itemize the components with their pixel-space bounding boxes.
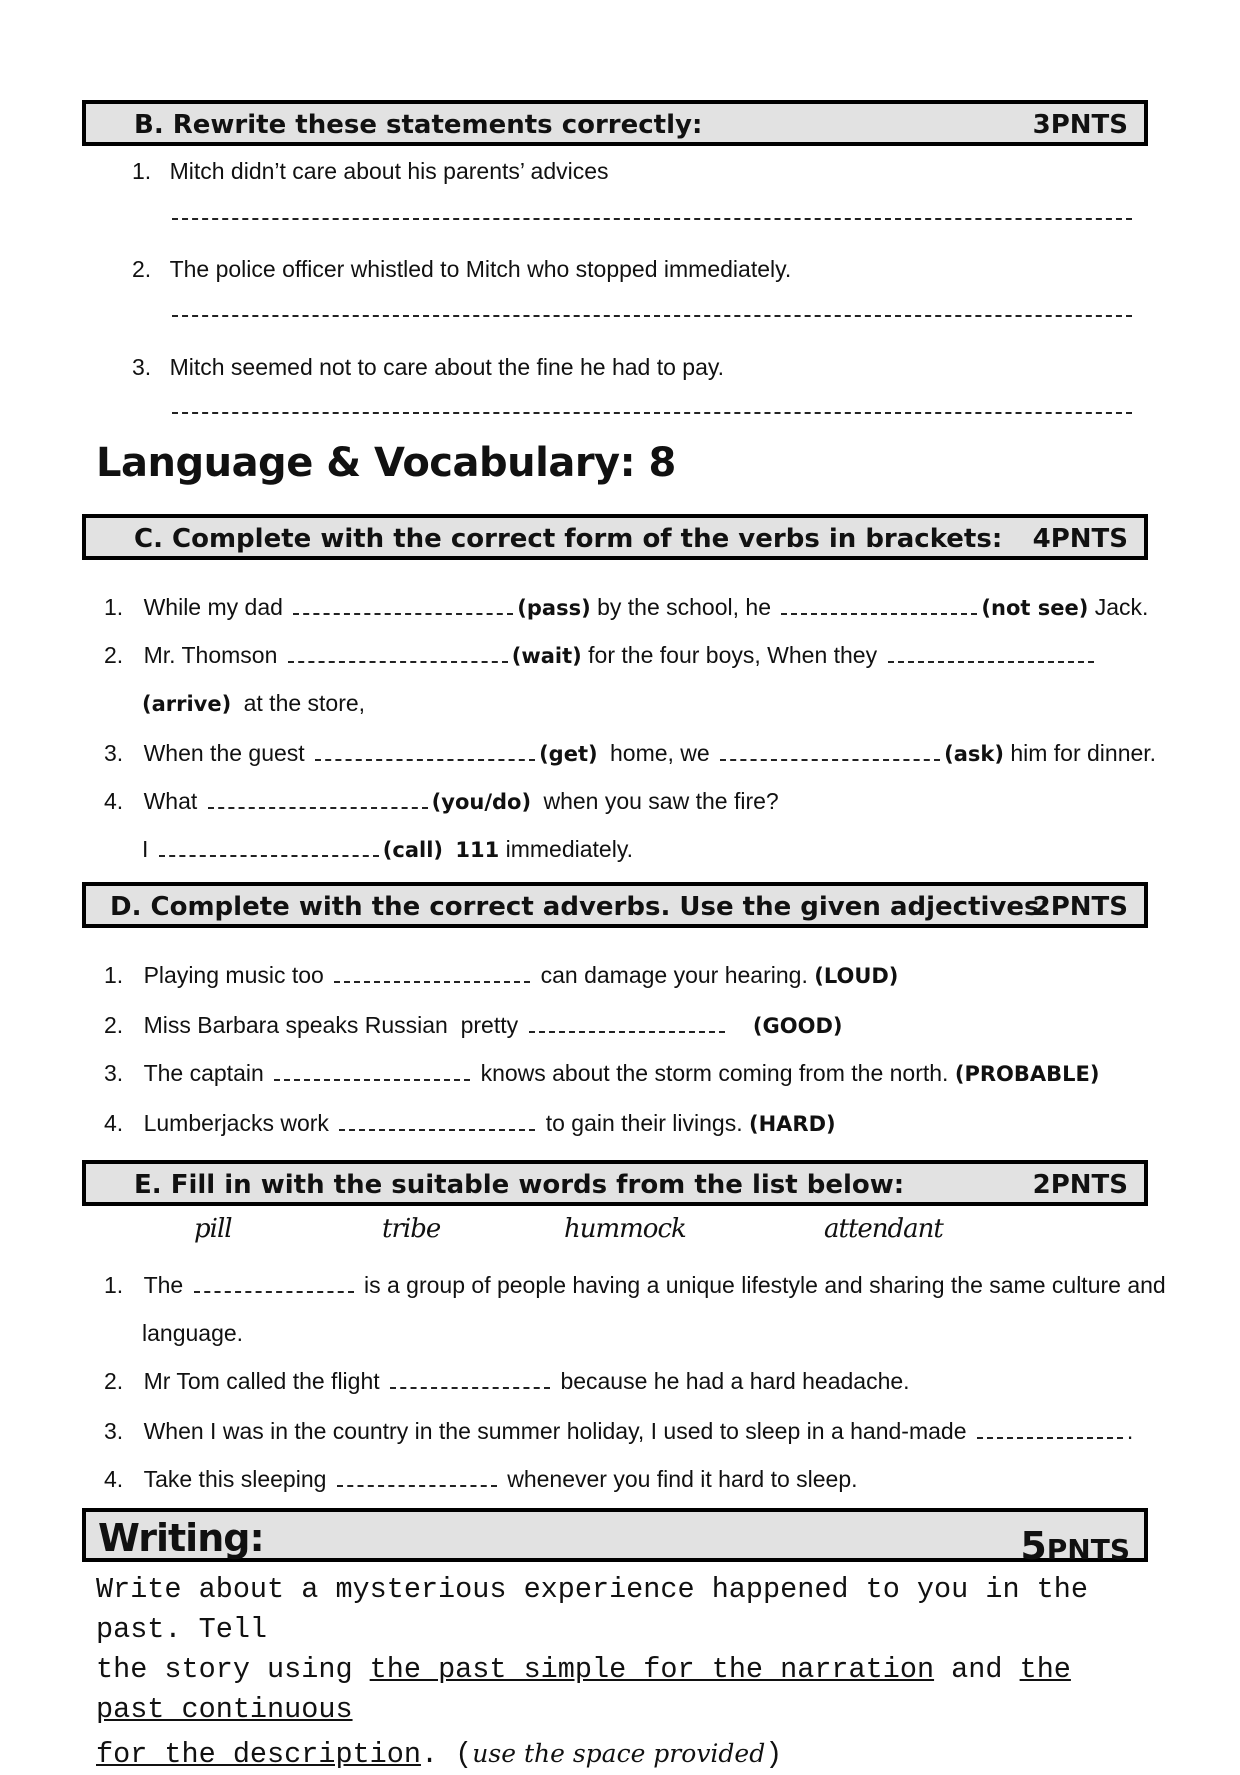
e-item-1-continued [142, 1318, 243, 1348]
e-blank-1[interactable] [194, 1277, 354, 1293]
c-item-1-text: While my dad [143, 594, 283, 620]
b-item-2-text: The police officer whistled to Mitch who stopped immediately. [169, 256, 792, 282]
word-attendant: attendant [824, 1214, 943, 1244]
c-verb-not-see: (not see) [981, 596, 1089, 620]
e-item-4-num: 4. [104, 1466, 124, 1492]
d-adj-hard: (HARD) [748, 1112, 836, 1136]
e-item-2-text: Mr Tom called the flight [143, 1368, 380, 1394]
writing-points [1020, 1524, 1130, 1568]
section-e-title: E. Fill in with the suitable words from the list below: [134, 1170, 905, 1200]
d-item-3-num: 3. [104, 1060, 124, 1086]
e-item-1-text: The [143, 1272, 184, 1298]
d-blank-4[interactable] [339, 1115, 535, 1131]
c-blank-3[interactable] [288, 647, 508, 663]
d-item-4-text: Lumberjacks work [143, 1110, 329, 1136]
d-item-3-text: The captain [143, 1060, 264, 1086]
e-item-3 [104, 1416, 1133, 1446]
section-e-header [82, 1160, 1148, 1206]
section-c-header [82, 514, 1148, 560]
c-blank-5[interactable] [315, 745, 535, 761]
e-item-1 [104, 1270, 1166, 1300]
section-d-header [82, 882, 1148, 928]
c-item-4b-text: I [142, 836, 149, 862]
d-adj-good: (GOOD) [752, 1014, 843, 1038]
word-hummock: hummock [564, 1214, 686, 1244]
language-vocabulary-title: Language & Vocabulary: 8 [96, 440, 676, 486]
c-item-3 [104, 738, 1156, 769]
b-answer-line-3[interactable] [172, 412, 1132, 414]
c-verb-arrive: (arrive) [142, 692, 232, 716]
writing-prompt-text-d: ) [765, 1738, 783, 1771]
e-item-3-end: . [1126, 1418, 1134, 1444]
c-item-2-mid: for the four boys, When they [588, 642, 878, 668]
c-verb-you-do: (you/do) [431, 790, 532, 814]
e-blank-4[interactable] [337, 1471, 497, 1487]
c-item-4 [104, 786, 779, 817]
e-item-3-num: 3. [104, 1418, 124, 1444]
c-item-2 [104, 640, 1098, 671]
writing-prompt-line-3 [96, 1734, 1146, 1775]
b-item-3-num: 3. [132, 354, 152, 380]
c-item-3-text: When the guest [143, 740, 305, 766]
e-item-4-mid: whenever you find it hard to sleep. [507, 1466, 858, 1492]
c-number-111: 111 [455, 838, 500, 862]
e-item-2 [104, 1366, 910, 1396]
section-b-title: B. Rewrite these statements correctly: [134, 110, 703, 140]
e-item-4-text: Take this sleeping [143, 1466, 327, 1492]
b-item-1-num: 1. [132, 158, 152, 184]
e-item-1-num: 1. [104, 1272, 124, 1298]
d-item-2 [104, 1010, 842, 1041]
c-blank-7[interactable] [208, 793, 428, 809]
writing-prompt-text-a: the story using [96, 1653, 353, 1686]
d-item-4 [104, 1108, 836, 1139]
c-item-1-end: Jack. [1094, 594, 1149, 620]
e-item-2-mid: because he had a hard headache. [560, 1368, 910, 1394]
writing-underlined-narration: the past simple for the narration [369, 1653, 935, 1686]
writing-header [82, 1508, 1148, 1568]
writing-prompt-italic: use the space provided [472, 1739, 766, 1768]
d-item-4-mid: to gain their livings. [545, 1110, 743, 1136]
e-blank-2[interactable] [390, 1373, 550, 1389]
word-tribe: tribe [382, 1214, 441, 1244]
d-item-1 [104, 960, 898, 991]
d-item-3 [104, 1058, 1099, 1089]
c-item-1-num: 1. [104, 594, 124, 620]
writing-prompt [96, 1570, 1146, 1775]
b-item-1-text: Mitch didn’t care about his parents’ advices [169, 158, 609, 184]
writing-prompt-text-c: . ( [420, 1738, 473, 1771]
c-verb-call: (call) [382, 838, 443, 862]
writing-underlined-continuous: the past continuous [96, 1653, 1071, 1726]
c-verb-get: (get) [539, 742, 598, 766]
b-item-3-text: Mitch seemed not to care about the fine he had to pay. [169, 354, 725, 380]
section-b-points: 3PNTS [1032, 110, 1128, 140]
d-blank-2[interactable] [529, 1017, 725, 1033]
b-item-2 [132, 254, 791, 284]
d-adj-loud: (LOUD) [814, 964, 899, 988]
c-item-2-num: 2. [104, 642, 124, 668]
c-item-2-text: Mr. Thomson [143, 642, 278, 668]
writing-points-number: 5 [1020, 1524, 1047, 1568]
c-blank-4[interactable] [888, 647, 1094, 663]
c-item-1 [104, 592, 1148, 623]
c-item-2-continued [142, 688, 365, 719]
c-blank-1[interactable] [293, 599, 513, 615]
b-item-1 [132, 156, 609, 186]
writing-prompt-text-b: and [951, 1653, 1003, 1686]
c-item-4-end: when you saw the fire? [543, 788, 779, 814]
c-blank-2[interactable] [781, 599, 977, 615]
d-item-1-num: 1. [104, 962, 124, 988]
d-item-1-text: Playing music too [143, 962, 324, 988]
writing-prompt-line-1: Write about a mysterious experience happened to you in the past. Tell [96, 1573, 1088, 1646]
writing-underlined-description: for the description [96, 1738, 421, 1771]
c-item-4b-end: immediately. [505, 836, 634, 862]
section-e-points: 2PNTS [1032, 1170, 1128, 1200]
c-item-1-mid: by the school, he [597, 594, 771, 620]
c-verb-wait: (wait) [511, 644, 582, 668]
e-blank-3[interactable] [977, 1423, 1123, 1439]
c-item-4-continued [142, 834, 633, 865]
c-blank-8[interactable] [159, 841, 379, 857]
c-item-3-mid: home, we [609, 740, 710, 766]
e-item-2-num: 2. [104, 1368, 124, 1394]
section-d-points: 2PNTS [1032, 892, 1128, 922]
d-item-1-mid: can damage your hearing. [540, 962, 808, 988]
b-answer-line-2[interactable] [172, 315, 1132, 317]
section-d-title: D. Complete with the correct adverbs. Use the given adjectives: [110, 892, 1050, 922]
b-item-2-num: 2. [132, 256, 152, 282]
section-c-title: C. Complete with the correct form of the verbs in brackets: [134, 524, 1003, 554]
c-item-4-text: What [143, 788, 198, 814]
e-item-1-mid: is a group of people having a unique lifestyle and sharing the same culture and [364, 1272, 1166, 1298]
e-item-1-end: language. [142, 1320, 244, 1346]
c-verb-pass: (pass) [517, 596, 591, 620]
word-pill: pill [194, 1214, 232, 1244]
b-answer-line-1[interactable] [172, 218, 1132, 220]
e-item-4 [104, 1464, 858, 1494]
d-adj-probable: (PROBABLE) [954, 1062, 1100, 1086]
writing-points-label: PNTS [1046, 1533, 1130, 1566]
d-item-2-text: Miss Barbara speaks Russian pretty [143, 1012, 519, 1038]
d-blank-1[interactable] [334, 967, 530, 983]
d-blank-3[interactable] [274, 1065, 470, 1081]
c-verb-ask: (ask) [944, 742, 1004, 766]
c-item-2-end: at the store, [243, 690, 366, 716]
e-item-3-text: When I was in the country in the summer holiday, I used to sleep in a hand-made [143, 1418, 967, 1444]
writing-title: Writing: [98, 1516, 264, 1560]
c-blank-6[interactable] [720, 745, 940, 761]
d-item-2-num: 2. [104, 1012, 124, 1038]
writing-prompt-line-2 [96, 1650, 1146, 1730]
section-c-points: 4PNTS [1032, 524, 1128, 554]
d-item-4-num: 4. [104, 1110, 124, 1136]
c-item-3-num: 3. [104, 740, 124, 766]
d-item-3-mid: knows about the storm coming from the north. [480, 1060, 949, 1086]
c-item-3-end: him for dinner. [1010, 740, 1157, 766]
b-item-3 [132, 352, 724, 382]
c-item-4-num: 4. [104, 788, 124, 814]
section-b-header [82, 100, 1148, 146]
